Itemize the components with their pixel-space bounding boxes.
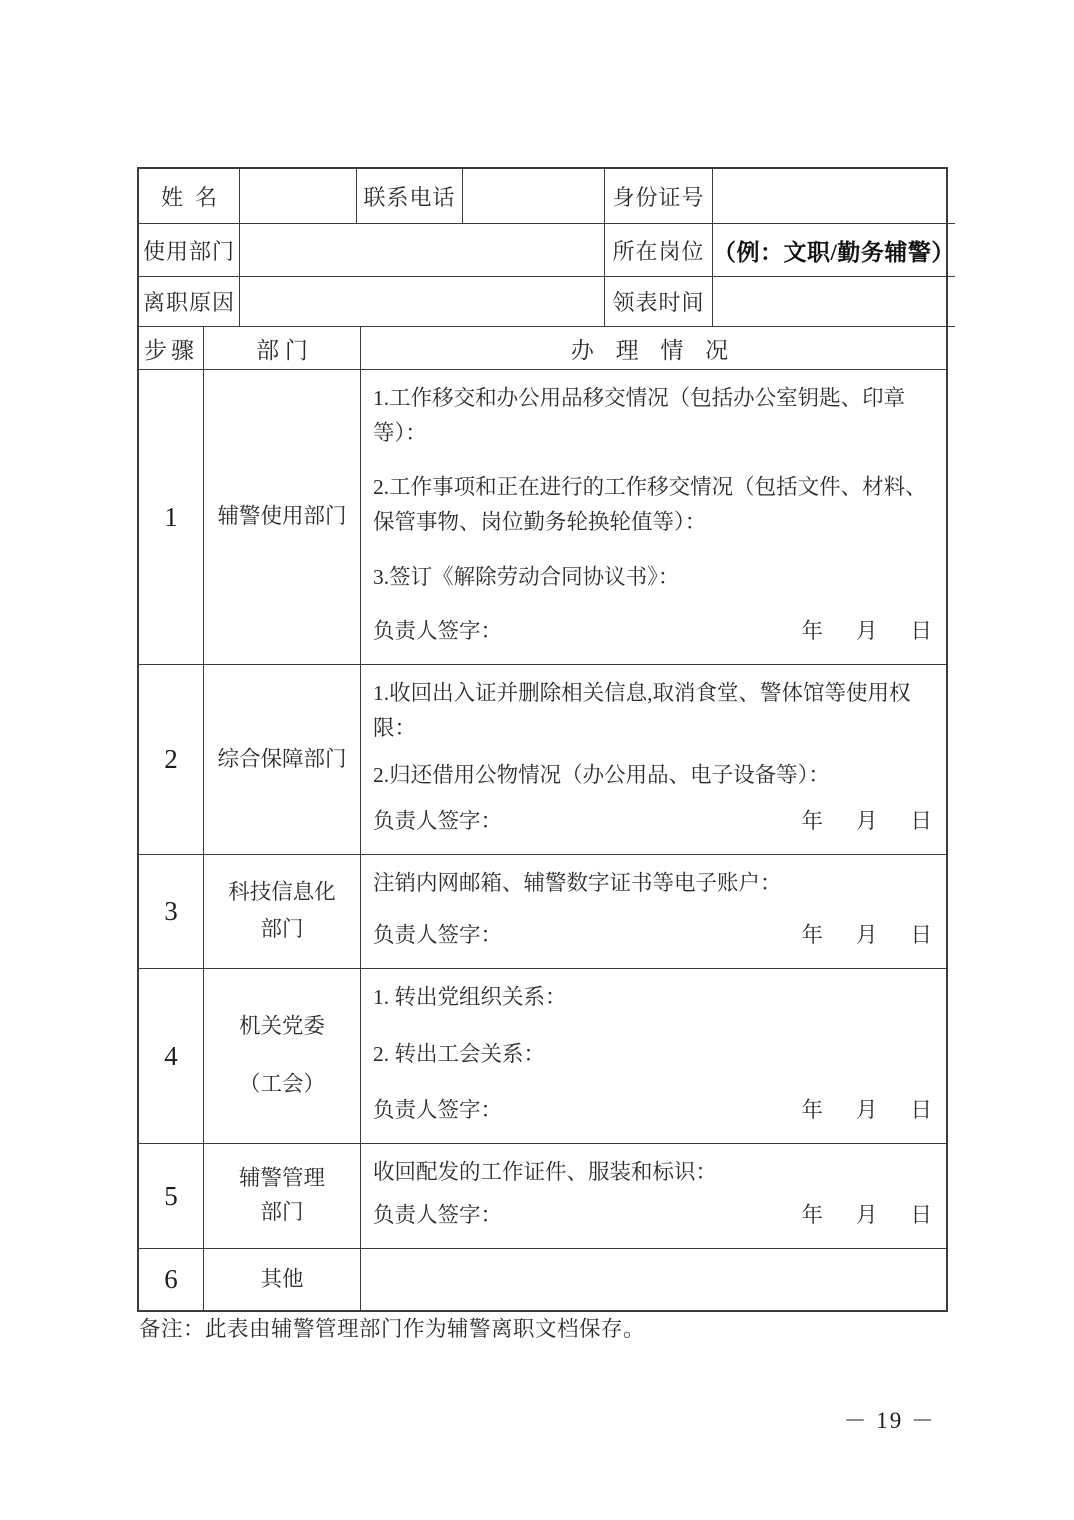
month-label: 月 xyxy=(855,619,878,644)
day-label: 日 xyxy=(910,1203,932,1228)
resign-reason-value-cell xyxy=(240,277,605,327)
department-column-header: 部 门 xyxy=(204,327,361,370)
status-cell xyxy=(361,969,946,1144)
phone-value-cell xyxy=(463,169,605,224)
signature-line xyxy=(373,614,938,649)
id-number-label: 身份证号 xyxy=(605,169,713,224)
signature-line xyxy=(373,1198,938,1233)
step-number: 1 xyxy=(139,370,204,665)
signature-label: 负责人签字： xyxy=(373,809,503,834)
step-number: 2 xyxy=(139,665,204,855)
date-fields xyxy=(801,1093,938,1128)
department-name: 其他 xyxy=(260,1266,304,1291)
signature-line xyxy=(373,918,938,953)
position-label: 所在岗位 xyxy=(605,224,713,277)
process-section xyxy=(139,327,946,1310)
step-number: 5 xyxy=(139,1144,204,1249)
department-name: 综合保障部门 xyxy=(217,746,347,771)
department-name: 机关党委 xyxy=(238,1014,325,1039)
department-name: 科技信息化 xyxy=(228,880,336,905)
department-cell xyxy=(204,855,361,969)
position-example-text: （例：文职/勤务辅警） xyxy=(713,224,955,277)
day-label: 日 xyxy=(910,923,932,948)
task-item: 收回配发的工作证件、服装和标识： xyxy=(373,1160,718,1184)
date-fields xyxy=(801,614,938,649)
info-section xyxy=(139,169,955,327)
year-label: 年 xyxy=(801,619,823,644)
status-cell xyxy=(361,1249,946,1310)
month-label: 月 xyxy=(855,1098,878,1123)
form-date-value-cell xyxy=(713,277,955,327)
footer-note: 备注：此表由辅警管理部门作为辅警离职文档保存。 xyxy=(139,1317,646,1341)
signature-label: 负责人签字： xyxy=(373,619,503,644)
status-column-header: 办 理 情 况 xyxy=(361,327,946,370)
form-date-label: 领表时间 xyxy=(605,277,713,327)
signature-label: 负责人签字： xyxy=(373,923,503,948)
resignation-form-table xyxy=(137,167,955,1312)
task-item: 2.归还借用公物情况（办公用品、电子设备等）： xyxy=(373,762,830,787)
task-item: 3.签订《解除劳动合同协议书》： xyxy=(373,564,680,589)
task-item: 1. 转出党组织关系： xyxy=(373,985,567,1009)
day-label: 日 xyxy=(910,619,932,644)
step-column-header: 步骤 xyxy=(139,327,204,370)
status-cell xyxy=(361,855,946,969)
task-item: 1.工作移交和办公用品移交情况（包括办公室钥匙、印章等）： xyxy=(373,386,906,445)
id-number-value-cell xyxy=(713,169,955,224)
step-number: 4 xyxy=(139,969,204,1144)
resign-reason-label: 离职原因 xyxy=(139,277,240,327)
name-label: 姓名 xyxy=(139,169,240,224)
department-cell xyxy=(204,1249,361,1310)
use-department-label: 使用部门 xyxy=(139,224,240,277)
date-fields xyxy=(801,1198,938,1233)
signature-label: 负责人签字： xyxy=(373,1098,503,1123)
department-name: 辅警管理 xyxy=(238,1166,325,1191)
month-label: 月 xyxy=(855,1203,878,1228)
signature-line xyxy=(373,1093,938,1128)
date-fields xyxy=(801,804,938,839)
month-label: 月 xyxy=(855,923,878,948)
step-number: 6 xyxy=(139,1249,204,1310)
department-cell xyxy=(204,969,361,1144)
department-name: 辅警使用部门 xyxy=(217,504,347,529)
department-cell xyxy=(204,1144,361,1249)
department-name: （工会） xyxy=(238,1071,325,1096)
signature-label: 负责人签字： xyxy=(373,1203,503,1228)
status-cell xyxy=(361,1144,946,1249)
department-name: 部门 xyxy=(260,1200,304,1225)
month-label: 月 xyxy=(855,809,878,834)
phone-label: 联系电话 xyxy=(357,169,463,224)
department-name: 部门 xyxy=(260,917,304,942)
year-label: 年 xyxy=(801,1203,823,1228)
task-item: 1.收回出入证并删除相关信息,取消食堂、警体馆等使用权限： xyxy=(373,681,911,740)
year-label: 年 xyxy=(801,809,823,834)
department-cell xyxy=(204,370,361,665)
year-label: 年 xyxy=(801,923,823,948)
name-value-cell xyxy=(240,169,357,224)
page-number: － 19 － xyxy=(843,1408,936,1433)
status-cell xyxy=(361,370,946,665)
task-item: 2. 转出工会关系： xyxy=(373,1041,546,1066)
department-cell xyxy=(204,665,361,855)
task-item: 注销内网邮箱、辅警数字证书等电子账户： xyxy=(373,871,782,895)
status-cell xyxy=(361,665,946,855)
date-fields xyxy=(801,918,938,953)
day-label: 日 xyxy=(910,809,932,834)
year-label: 年 xyxy=(801,1098,823,1123)
use-department-value-cell xyxy=(240,224,605,277)
task-item: 2.工作事项和正在进行的工作移交情况（包括文件、材料、保管事物、岗位勤务轮换轮值等）： xyxy=(373,475,927,535)
step-number: 3 xyxy=(139,855,204,969)
signature-line xyxy=(373,804,938,839)
day-label: 日 xyxy=(910,1098,932,1123)
